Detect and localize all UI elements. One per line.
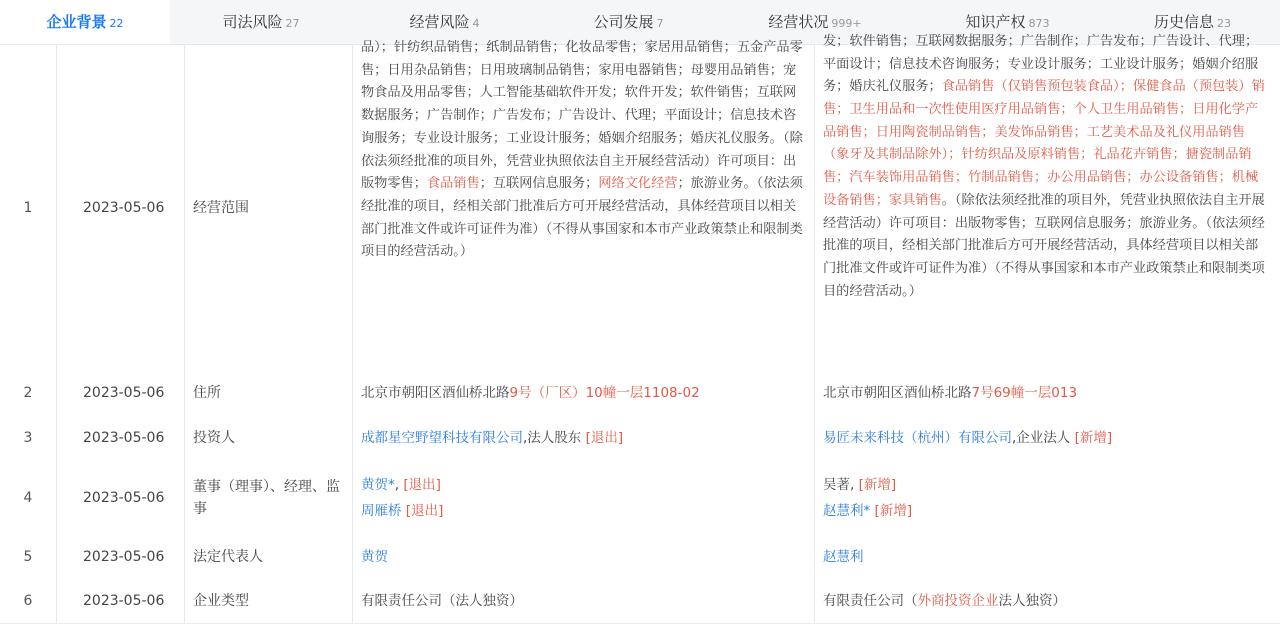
tab-enterprise-background[interactable] [0,0,170,44]
exit-badge: [退出] [585,430,624,446]
change-date: 2023-05-06 [83,430,165,446]
scope-text: ；旅游业务。（依法须经批准的项目，经相关部门批准后方可开展经营活动，具体经营项目以相关部门批准文件或许可证件为准）（不得从事国家和本市产业政策禁止和限制类项目的经营活动。） [361,176,803,260]
after-change-cell [815,371,1280,415]
change-date-cell [57,415,185,461]
person-link[interactable]: 赵慧利* [823,503,871,519]
tab-count: 23 [1217,17,1231,30]
before-change-cell [353,461,815,535]
scope-text: 。（除依法须经批准的项目外，凭营业执照依法自主开展经营活动）许可项目：出版物零售；互联网信息服务；旅游业务。（依法须经批准的项目，经相关部门批准后方可开展经营活动，具体经营项目以相关部门批准文件或许可证件为准）（不得从事国家和本市产业政策禁止和限制类项目的经营活动。） [823,192,1265,299]
change-item: 法定代表人 [193,549,263,565]
tab-judicial-risk[interactable] [170,0,352,44]
tab-count: 22 [109,17,124,30]
exit-badge: [退出] [405,503,444,519]
before-content [361,590,804,613]
after-content [823,427,1270,450]
new-badge: [新增] [874,503,913,519]
scope-text: 北京市朝阳区酒仙桥北路 [361,385,510,401]
row-index: 4 [23,490,33,506]
table-row [0,371,1280,416]
highlighted-change-text: 食品销售 [426,176,480,192]
row-index-cell [0,461,57,535]
tab-label: 公司发展 [593,13,654,31]
tab-label: 经营状况 [768,13,829,31]
table-row [0,579,1280,624]
tab-label: 知识产权 [965,13,1026,31]
change-item-cell [185,371,353,415]
tab-count: 999+ [831,17,862,30]
investor-link[interactable]: 易匠未来科技（杭州）有限公司 [823,430,1012,446]
before-change-cell [353,579,815,623]
scope-text: 有限责任公司（法人独资） [361,593,523,609]
scope-text: 品）；针纺织品销售；纸制品销售；化妆品零售；家居用品销售；五金产品零售；日用杂品销售；日用玻璃制品销售；家用电器销售；母婴用品销售；宠物食品及用品零售；人工智能基础软件开发；软件开发；软件销售；互联网数据服务；广告制作；广告发布；广告设计、代理；平面设计；信息技术咨询服务；专业设计服务；工业设计服务；婚姻介绍服务；婚庆礼仪服务。（除依法须经批准的项目外，凭营业执照依法自主开展经营活动）许可项目：出版物零售； [361,40,803,192]
row-index-cell [0,579,57,623]
after-change-cell [815,461,1280,535]
scope-text: ；互联网信息服务； [479,176,599,192]
after-content [823,31,1270,303]
row-index: 3 [23,430,33,446]
after-change-cell [815,33,1280,371]
tab-label: 企业背景 [46,13,107,31]
row-index: 6 [23,593,33,609]
change-date-cell [57,579,185,623]
scope-text: 发；软件销售；互联网数据服务；广告制作；广告发布；广告设计、代理；平面设计；信息技术咨询服务；专业设计服务；工业设计服务；婚姻介绍服务；婚庆礼仪服务； [823,33,1259,95]
change-item-cell [185,415,353,461]
row-index: 2 [23,385,33,401]
row-index-cell [0,415,57,461]
tab-label: 经营风险 [409,13,470,31]
change-date-cell [57,535,185,579]
before-content [361,37,804,264]
change-item: 投资人 [193,430,235,446]
row-index-cell [0,45,57,371]
highlighted-change-text: 网络文化经营 [598,176,678,192]
legal-rep-link[interactable]: 赵慧利 [823,549,864,565]
before-content [361,427,804,450]
highlighted-change-text: 9号（厂区）10幢一层1108-02 [509,385,700,401]
change-item: 董事（理事）、经理、监事 [193,479,340,517]
tab-count: 4 [472,17,480,30]
before-change-cell [353,40,815,371]
change-item: 企业类型 [193,593,249,609]
separator: , [850,477,859,493]
change-date: 2023-05-06 [83,593,165,609]
person-name: 吴著 [823,477,850,493]
tab-count: 7 [656,17,664,30]
scope-text: 北京市朝阳区酒仙桥北路 [823,385,972,401]
highlighted-change-text: 7号69幢一层013 [971,385,1078,401]
before-content [361,382,804,405]
table-row [0,461,1280,536]
change-date-cell [57,461,185,535]
tab-count: 27 [285,17,300,30]
row-index-cell [0,371,57,415]
tab-label: 历史信息 [1153,13,1214,31]
table-row [0,415,1280,462]
change-item: 经营范围 [193,200,249,216]
person-entry [361,498,804,524]
legal-rep-link[interactable]: 黄贺 [361,549,388,565]
row-index: 5 [23,549,33,565]
change-date: 2023-05-06 [83,200,165,216]
exit-badge: [退出] [403,477,441,493]
after-change-cell [815,579,1280,623]
change-item-cell [185,535,353,579]
before-change-cell [353,415,815,461]
scope-text: 有限责任公司（ [823,593,918,609]
change-date: 2023-05-06 [83,490,165,506]
before-change-cell [353,371,815,415]
separator: , [394,477,404,493]
highlighted-change-text: 食品销售（仅销售预包装食品）；保健食品（预包装）销售；卫生用品和一次性使用医疗用品销售；个人卫生用品销售；日用化学产品销售；日用陶瓷制品销售；美发饰品销售；工艺美术品及礼仪用品销售（象牙及其制品除外）；针纺织品及原料销售；礼品花卉销售；搪瓷制品销售；汽车装饰用品销售；竹制品销售；办公用品销售；办公设备销售；机械设备销售；家具销售 [823,79,1265,208]
row-index-cell [0,535,57,579]
investor-role: ,企业法人 [1012,430,1075,446]
after-content [823,546,1270,569]
person-entry [823,498,1270,524]
change-item-cell [185,461,353,535]
highlighted-change-text: 外商投资企业 [917,593,999,609]
row-index: 1 [23,200,33,216]
change-date: 2023-05-06 [83,549,165,565]
change-date: 2023-05-06 [83,385,165,401]
after-content [823,472,1270,524]
new-badge: [新增] [1074,430,1113,446]
table-row [0,535,1280,580]
before-content [361,472,804,524]
change-date-cell [57,371,185,415]
before-content [361,546,804,569]
after-change-cell [815,535,1280,579]
change-item-cell [185,45,353,371]
change-date-cell [57,45,185,371]
tab-count: 873 [1028,17,1050,30]
after-content [823,590,1270,613]
change-item-cell [185,579,353,623]
new-badge: [新增] [858,477,897,493]
scope-text: 法人独资） [998,593,1066,609]
person-entry [361,472,804,498]
person-link[interactable]: 黄贺* [361,477,395,493]
investor-link[interactable]: 成都星空野望科技有限公司 [361,430,523,446]
table-row [0,33,1280,372]
person-link[interactable]: 周雁桥 [361,503,402,519]
after-change-cell [815,415,1280,461]
before-change-cell [353,535,815,579]
after-content [823,382,1270,405]
change-item: 住所 [193,385,221,401]
person-entry [823,472,1270,498]
investor-role: ,法人股东 [523,430,586,446]
tab-label: 司法风险 [222,13,283,31]
